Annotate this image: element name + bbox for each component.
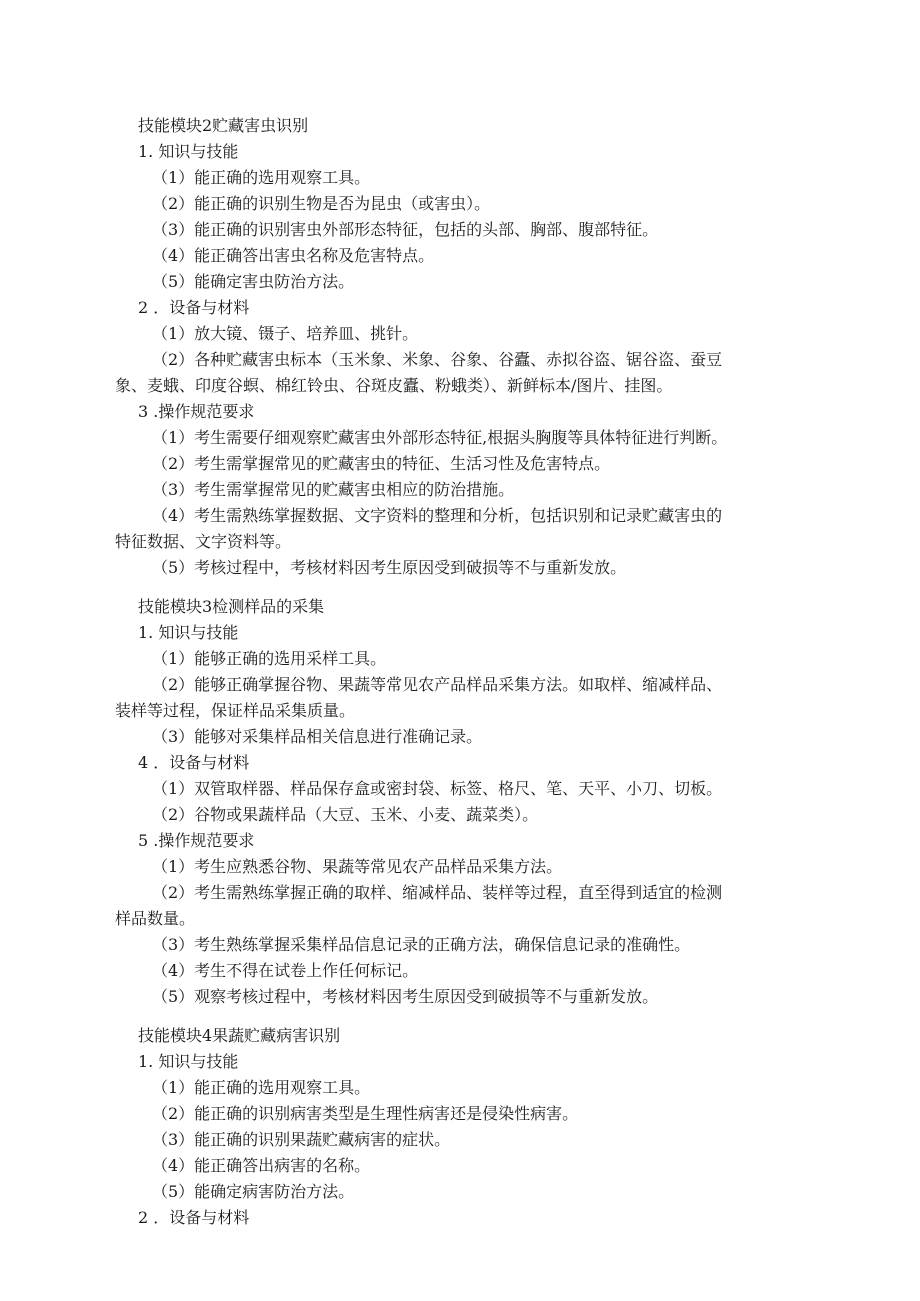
list-item: （4）能正确答出病害的名称。 [152, 1156, 371, 1175]
list-item: （1）能正确的选用观察工具。 [152, 168, 371, 187]
list-item: （4）考生不得在试卷上作任何标记。 [152, 961, 419, 980]
list-item: （2）能正确的识别病害类型是生理性病害还是侵染性病害。 [152, 1104, 579, 1123]
list-item: （5）能确定病害防治方法。 [152, 1182, 355, 1201]
list-item: （1）双管取样器、样品保存盒或密封袋、标签、格尺、笔、天平、小刀、切板。 [152, 779, 723, 798]
list-item: （2）各种贮藏害虫标本（玉米象、米象、谷象、谷蠹、赤拟谷盗、锯谷盗、蚕豆 [152, 350, 723, 369]
list-item: （3）考生熟练掌握采集样品信息记录的正确方法，确保信息记录的准确性。 [152, 935, 691, 954]
list-item: （4）考生需熟练掌握数据、文字资料的整理和分析，包括识别和记录贮藏害虫的 [152, 506, 723, 525]
list-item: （2）考生需掌握常见的贮藏害虫的特征、生活习性及危害特点。 [152, 454, 611, 473]
module-2-section-2-heading: 2 ．设备与材料 [138, 298, 250, 317]
module-3-section-3-heading: 5 .操作规范要求 [138, 831, 255, 850]
module-3-section-2-heading: 4 ．设备与材料 [138, 753, 250, 772]
list-item: （3）能够对采集样品相关信息进行准确记录。 [152, 727, 483, 746]
module-2-section-3-heading: 3 .操作规范要求 [138, 402, 255, 421]
list-item: （1）能够正确的选用采样工具。 [152, 649, 387, 668]
list-item: （1）考生需要仔细观察贮藏害虫外部形态特征,根据头胸腹等具体特征进行判断。 [152, 428, 728, 447]
list-item-continuation: 特征数据、文字资料等。 [115, 532, 292, 551]
list-item: （5）考核过程中，考核材料因考生原因受到破损等不与重新发放。 [152, 558, 627, 577]
list-item: （5）能确定害虫防治方法。 [152, 272, 355, 291]
list-item: （4）能正确答出害虫名称及危害特点。 [152, 246, 435, 265]
list-item: （3）考生需掌握常见的贮藏害虫相应的防治措施。 [152, 480, 515, 499]
list-item: （3）能正确的识别果蔬贮藏病害的症状。 [152, 1130, 451, 1149]
module-3-title: 技能模块3检测样品的采集 [138, 597, 325, 616]
list-item: （3）能正确的识别害虫外部形态特征，包括的头部、胸部、腹部特征。 [152, 220, 659, 239]
module-2-title: 技能模块2贮藏害虫识别 [138, 116, 309, 135]
module-2-section-1-heading: 1. 知识与技能 [138, 142, 239, 161]
module-4-section-1-heading: 1. 知识与技能 [138, 1052, 239, 1071]
list-item: （5）观察考核过程中，考核材料因考生原因受到破损等不与重新发放。 [152, 987, 659, 1006]
list-item: （2）考生需熟练掌握正确的取样、缩减样品、装样等过程，直至得到适宜的检测 [152, 883, 723, 902]
module-3-section-1-heading: 1. 知识与技能 [138, 623, 239, 642]
list-item-continuation: 装样等过程，保证样品采集质量。 [115, 701, 356, 720]
module-4-section-2-heading: 2 ．设备与材料 [138, 1208, 250, 1227]
list-item: （1）能正确的选用观察工具。 [152, 1078, 371, 1097]
list-item-continuation: 象、麦蛾、印度谷螟、棉红铃虫、谷斑皮蠹、粉蛾类）、新鲜标本/图片、挂图。 [115, 376, 673, 395]
list-item-continuation: 样品数量。 [115, 909, 196, 928]
list-item: （1）放大镜、镊子、培养皿、挑针。 [152, 324, 419, 343]
module-4-title: 技能模块4果蔬贮藏病害识别 [138, 1026, 341, 1045]
list-item: （2）能够正确掌握谷物、果蔬等常见农产品样品采集方法。如取样、缩减样品、 [152, 675, 723, 694]
list-item: （2）谷物或果蔬样品（大豆、玉米、小麦、蔬菜类）。 [152, 805, 539, 824]
list-item: （2）能正确的识别生物是否为昆虫（或害虫）。 [152, 194, 491, 213]
list-item: （1）考生应熟悉谷物、果蔬等常见农产品样品采集方法。 [152, 857, 563, 876]
